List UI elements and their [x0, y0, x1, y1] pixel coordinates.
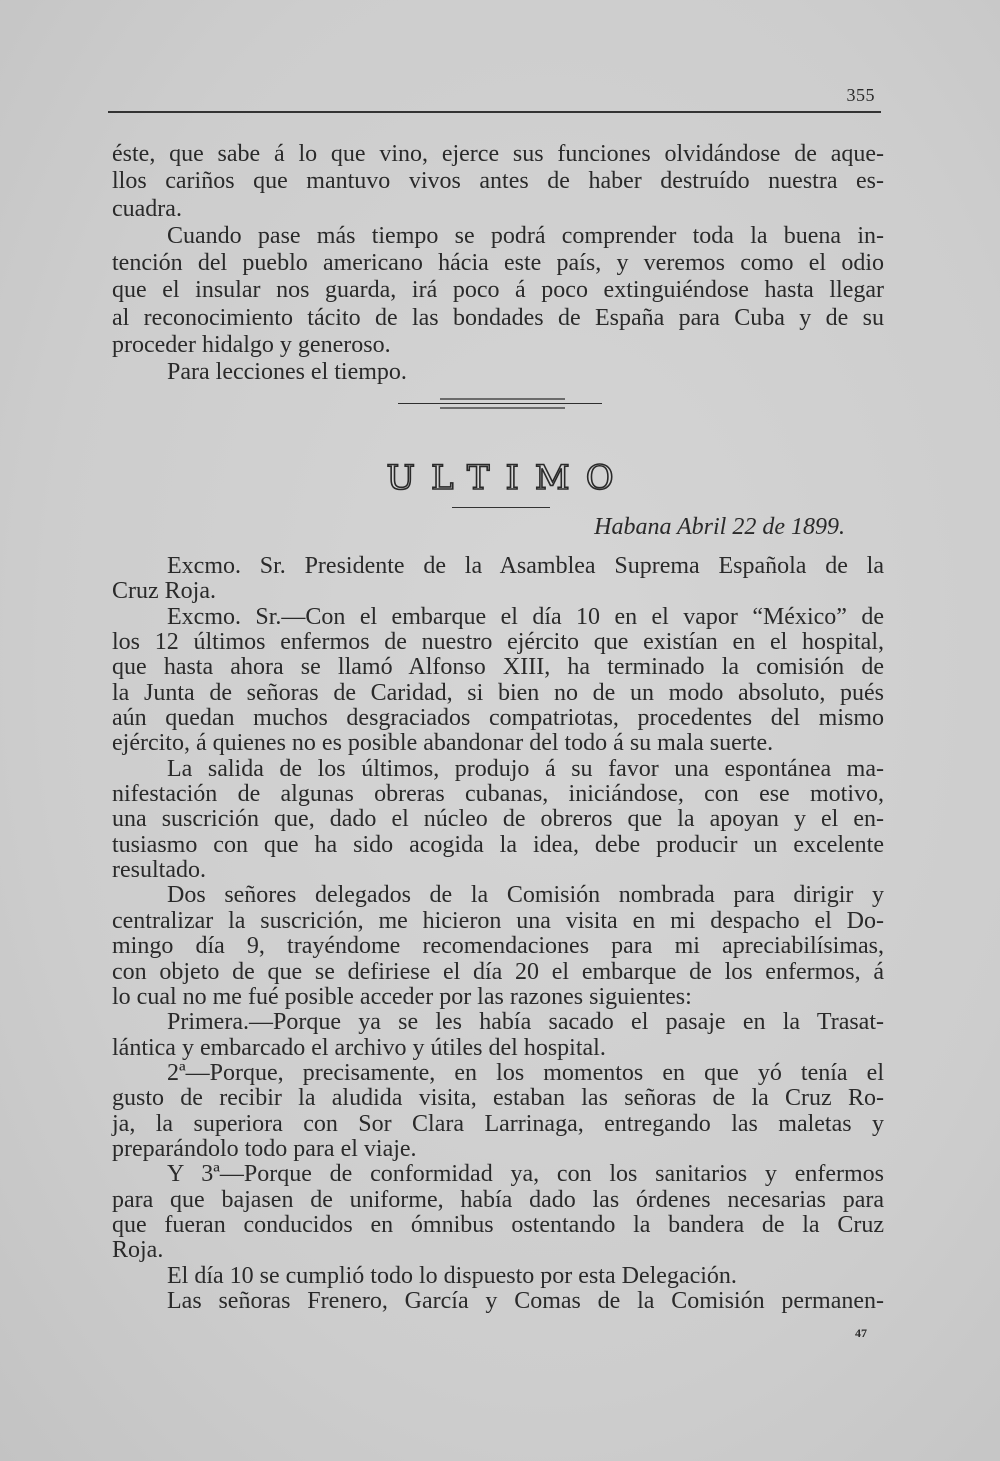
text-line: ja, la superiora con Sor Clara Larrinaga, entregando las maletas y — [112, 1110, 884, 1137]
paragraph — [112, 883, 884, 1010]
text-line: para que bajasen de uniforme, había dado las órdenes necesarias para — [112, 1186, 884, 1213]
ornament-divider — [396, 394, 606, 412]
sheet-signature: 47 — [855, 1326, 867, 1340]
text-line: los 12 últimos enfermos de nuestro ejército que existían en el hospital, — [112, 629, 884, 656]
text-line: lo cual no me fué posible acceder por las razones siguientes: — [112, 983, 692, 1010]
text-line: Las señoras Frenero, García y Comas de la Comisión permanen- — [167, 1287, 884, 1314]
paragraph — [112, 223, 884, 359]
section-title: ULTIMO — [386, 458, 630, 498]
paragraph — [112, 554, 884, 605]
text-line: la Junta de señoras de Caridad, si bien no de un modo absoluto, pués — [112, 679, 884, 706]
paragraph — [112, 605, 884, 757]
text-line: Cuando pase más tiempo se podrá comprender toda la buena in- — [167, 222, 884, 249]
dateline: Habana Abril 22 de 1899. — [594, 514, 845, 540]
text-line: lántica y embarcado el archivo y útiles del hospital. — [112, 1034, 606, 1061]
header-rule — [108, 111, 881, 113]
text-line: Excmo. Sr. Presidente de la Asamblea Suprema Española de la — [167, 553, 884, 579]
text-line: que hasta ahora se llamó Alfonso XIII, ha terminado la comisión de — [112, 654, 884, 681]
page-number: 355 — [846, 85, 875, 105]
text-line: proceder hidalgo y generoso. — [112, 331, 391, 358]
text-line: tusiasmo con que ha sido acogida la idea, debe producir un excelente — [112, 831, 884, 858]
text-line: Dos señores delegados de la Comisión nombrada para dirigir y — [167, 882, 884, 909]
paragraph — [112, 757, 884, 884]
text-line: 2ª—Porque, precisamente, en los momentos en que yó tenía el — [167, 1059, 884, 1086]
text-line: El día 10 se cumplió todo lo dispuesto por esta Delegación. — [167, 1262, 737, 1289]
text-line: nifestación de algunas obreras cubanas, iniciándose, con ese motivo, — [112, 781, 884, 808]
text-line: Y 3ª—Porque de conformidad ya, con los sanitarios y enfermos — [167, 1161, 884, 1188]
text-line: ejército, á quienes no es posible abandonar del todo á su mala suerte. — [112, 730, 774, 757]
title-rule — [452, 507, 550, 508]
paragraph — [112, 359, 884, 386]
text-line: tención del pueblo americano hácia este país, y veremos como el odio — [112, 250, 884, 276]
text-line: Excmo. Sr.—Con el embarque el día 10 en el vapor “México” de — [167, 603, 884, 630]
paragraph — [112, 141, 884, 223]
text-line: Para lecciones el tiempo. — [167, 359, 407, 385]
text-line: resultado. — [112, 857, 206, 884]
text-line: cuadra. — [112, 195, 182, 222]
text-line: que fueran conducidos en ómnibus ostentando la bandera de la Cruz — [112, 1211, 884, 1238]
text-line: La salida de los últimos, produjo á su favor una espontánea ma- — [167, 755, 884, 782]
text-line: Primera.—Porque ya se les había sacado el pasaje en la Trasat- — [167, 1009, 884, 1036]
text-line: llos cariños que mantuvo vivos antes de haber destruído nuestra es- — [112, 168, 884, 195]
text-line: gusto de recibir la aludida visita, estaban las señoras de la Cruz Ro- — [112, 1085, 884, 1112]
paragraph — [112, 1162, 884, 1263]
paragraph — [112, 1061, 884, 1162]
text-line: una suscrición que, dado el núcleo de obreros que la apoyan y el en- — [112, 806, 884, 833]
text-line: mingo día 9, trayéndome recomendaciones para mi apreciabilísimas, — [112, 933, 884, 960]
letter-body — [112, 554, 884, 1314]
text-line: aún quedan muchos desgraciados compatriotas, procedentes del mismo — [112, 705, 884, 732]
paragraph — [112, 1010, 884, 1061]
text-line: al reconocimiento tácito de las bondades de España para Cuba y de su — [112, 304, 884, 331]
text-line: con objeto de que se defiriese el día 20 el embarque de los enfermos, á — [112, 958, 884, 985]
text-line: éste, que sabe á lo que vino, ejerce sus funciones olvidándose de aque- — [112, 141, 884, 167]
text-line: que el insular nos guarda, irá poco á poco extinguiéndose hasta llegar — [112, 277, 884, 304]
paragraph — [112, 1264, 884, 1289]
preceding-text — [112, 141, 884, 386]
text-line: Roja. — [112, 1237, 164, 1264]
text-line: centralizar la suscrición, me hicieron una visita en mi despacho el Do- — [112, 907, 884, 934]
text-line: Cruz Roja. — [112, 578, 216, 605]
text-line: preparándolo todo para el viaje. — [112, 1135, 417, 1162]
paragraph — [112, 1289, 884, 1314]
